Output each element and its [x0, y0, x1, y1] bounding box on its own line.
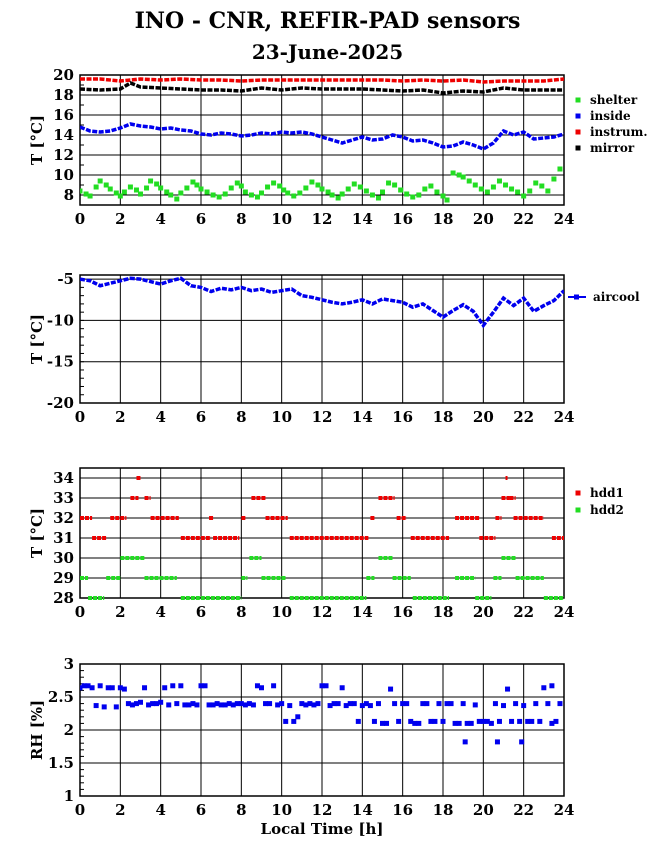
series-shelter-point	[503, 183, 508, 188]
series-shelter-point	[364, 189, 369, 194]
series-shelter-point	[148, 179, 153, 184]
series-rh-point	[501, 703, 506, 708]
chart-subtitle: 23-June-2025	[251, 40, 404, 64]
y-tick-label: 10	[53, 166, 74, 184]
series-shelter-point	[545, 189, 550, 194]
y-axis-label: RH [%]	[28, 699, 46, 761]
series-rh-point	[203, 683, 208, 688]
legend-label-instrum: instrum.	[590, 125, 648, 139]
series-shelter-point	[271, 181, 276, 186]
series-rh-point	[457, 721, 462, 726]
y-tick-label: -5	[57, 270, 74, 289]
series-rh-point	[449, 701, 454, 706]
x-tick-label: 14	[351, 408, 373, 426]
legend-marker-inside	[576, 114, 581, 119]
series-shelter-point	[88, 194, 93, 199]
series-shelter-point	[451, 171, 456, 176]
series-rh-point	[505, 687, 510, 692]
x-tick-label: 4	[155, 408, 166, 426]
series-rh-point	[521, 703, 526, 708]
series-shelter-point	[551, 177, 556, 182]
series-shelter-point	[521, 194, 526, 199]
series-shelter-point	[479, 187, 484, 192]
series-shelter-point	[249, 193, 254, 198]
series-shelter-point	[445, 198, 450, 203]
x-tick-label: 4	[155, 210, 166, 228]
series-rh-point	[324, 683, 329, 688]
x-tick-label: 10	[271, 603, 293, 621]
series-shelter-point	[491, 185, 496, 190]
x-tick-label: 24	[553, 603, 575, 621]
x-tick-label: 24	[553, 210, 575, 228]
plot-area	[78, 683, 563, 744]
x-axis-label: Local Time [h]	[260, 820, 384, 838]
x-tick-label: 8	[236, 210, 247, 228]
series-shelter-point	[178, 191, 183, 196]
y-tick-label: 29	[53, 569, 74, 587]
legend-marker-instrum	[576, 130, 581, 135]
series-rh-point	[463, 739, 468, 744]
series-rh-point	[541, 685, 546, 690]
y-tick-label: -20	[46, 394, 74, 412]
series-shelter-point	[461, 175, 466, 180]
series-rh-point	[114, 704, 119, 709]
x-tick-label: 6	[195, 408, 207, 426]
series-rh-point	[553, 719, 558, 724]
x-tick-label: 24	[553, 408, 575, 426]
x-tick-label: 8	[236, 408, 247, 426]
series-shelter-point	[410, 195, 415, 200]
series-rh-point	[340, 685, 345, 690]
series-rh-point	[178, 683, 183, 688]
series-shelter-point	[416, 193, 421, 198]
series-rh-point	[138, 700, 143, 705]
series-shelter-point	[168, 193, 173, 198]
series-shelter-point	[539, 184, 544, 189]
x-tick-label: 20	[472, 603, 494, 621]
x-tick-label: 12	[311, 408, 333, 426]
x-tick-label: 2	[115, 801, 126, 819]
series-shelter-point	[265, 185, 270, 190]
x-tick-label: 18	[432, 801, 454, 819]
series-rh-point	[469, 721, 474, 726]
x-tick-label: 16	[392, 801, 414, 819]
series-shelter-point	[205, 190, 210, 195]
x-tick-label: 18	[432, 408, 454, 426]
legend-label-shelter: shelter	[590, 93, 638, 107]
x-tick-label: 2	[115, 210, 126, 228]
x-tick-label: 0	[74, 210, 86, 228]
x-tick-label: 12	[311, 801, 333, 819]
series-shelter-point	[291, 194, 296, 199]
series-shelter-point	[352, 182, 357, 187]
series-shelter-point	[144, 186, 149, 191]
x-tick-label: 10	[271, 408, 293, 426]
y-tick-label: 1.5	[47, 754, 74, 772]
series-rh-point	[517, 719, 522, 724]
x-tick-label: 0	[74, 603, 86, 621]
y-tick-label: 31	[53, 529, 74, 547]
series-shelter-point	[340, 192, 345, 197]
series-shelter-point	[94, 185, 99, 190]
y-tick-label: -15	[46, 352, 74, 371]
series-rh-point	[533, 701, 538, 706]
y-tick-label: 33	[53, 489, 74, 507]
panel-4	[78, 664, 565, 796]
series-rh-point	[436, 701, 441, 706]
series-shelter-point	[358, 185, 363, 190]
series-rh-point	[368, 703, 373, 708]
y-tick-label: 2	[63, 721, 74, 739]
panel-2	[80, 275, 586, 403]
series-rh-point	[495, 739, 500, 744]
series-rh-point	[110, 685, 115, 690]
y-tick-label: 8	[63, 186, 74, 204]
series-rh-point	[287, 703, 292, 708]
series-rh-point	[102, 704, 107, 709]
legend-label-hdd1: hdd1	[590, 486, 624, 500]
series-shelter-point	[557, 167, 562, 172]
series-rh-point	[404, 701, 409, 706]
x-tick-label: 24	[553, 801, 575, 819]
series-rh-point	[267, 701, 272, 706]
series-rh-point	[509, 719, 514, 724]
series-rh-point	[166, 702, 171, 707]
series-shelter-point	[533, 181, 538, 186]
series-rh-point	[291, 719, 296, 724]
series-shelter-point	[346, 187, 351, 192]
series-rh-point	[489, 721, 494, 726]
chart-title: INO - CNR, REFIR-PAD sensors	[134, 8, 521, 34]
series-shelter-point	[422, 187, 427, 192]
series-shelter-point	[259, 191, 264, 196]
series-shelter-point	[297, 191, 302, 196]
series-shelter-point	[527, 189, 532, 194]
series-shelter-point	[330, 193, 335, 198]
series-rh-point	[170, 683, 175, 688]
series-shelter-point	[320, 187, 325, 192]
x-tick-label: 22	[513, 408, 535, 426]
x-tick-label: 14	[351, 801, 373, 819]
x-tick-label: 14	[351, 210, 373, 228]
panel-1	[78, 75, 581, 205]
x-tick-label: 10	[271, 210, 293, 228]
x-tick-label: 16	[392, 603, 414, 621]
series-shelter-point	[386, 181, 391, 186]
x-tick-label: 0	[74, 408, 86, 426]
series-shelter-point	[229, 186, 234, 191]
legend-label-hdd2: hdd2	[590, 503, 624, 517]
series-shelter-point	[467, 179, 472, 184]
series-shelter-point	[223, 192, 228, 197]
x-tick-label: 2	[115, 408, 126, 426]
legend-marker-mirror	[576, 146, 581, 151]
series-rh-point	[271, 683, 276, 688]
series-shelter-point	[217, 195, 222, 200]
y-tick-label: 20	[53, 66, 74, 84]
series-rh-point	[388, 687, 393, 692]
series-shelter-point	[138, 192, 143, 197]
x-tick-label: 16	[392, 210, 414, 228]
series-shelter-point	[515, 190, 520, 195]
plot-area	[78, 79, 565, 203]
x-tick-label: 12	[311, 603, 333, 621]
series-rh-point	[94, 703, 99, 708]
series-shelter-point	[370, 193, 375, 198]
series-shelter-point	[404, 192, 409, 197]
x-tick-label: 8	[236, 603, 247, 621]
series-shelter-point	[174, 197, 179, 202]
y-tick-label: 30	[53, 549, 74, 567]
series-rh-point	[497, 719, 502, 724]
legend-marker-aircool	[574, 295, 579, 300]
y-tick-label: -10	[46, 311, 74, 330]
y-tick-label: 2.5	[47, 688, 74, 706]
legend-marker-hdd1	[576, 491, 581, 496]
series-rh-point	[432, 719, 437, 724]
x-tick-label: 22	[513, 210, 535, 228]
series-shelter-point	[184, 186, 189, 191]
x-tick-label: 20	[472, 408, 494, 426]
series-shelter-point	[428, 184, 433, 189]
y-tick-label: 12	[53, 146, 74, 164]
x-tick-label: 4	[155, 801, 166, 819]
y-tick-label: 16	[53, 106, 74, 124]
legend-label-inside: inside	[590, 109, 631, 123]
x-tick-label: 8	[236, 801, 247, 819]
x-tick-label: 12	[311, 210, 333, 228]
series-shelter-point	[434, 190, 439, 195]
series-shelter-point	[497, 179, 502, 184]
series-shelter-point	[380, 190, 385, 195]
series-rh-point	[416, 721, 421, 726]
x-tick-label: 22	[513, 603, 535, 621]
series-shelter-point	[122, 190, 127, 195]
series-rh-point	[519, 739, 524, 744]
series-rh-point	[549, 683, 554, 688]
series-shelter-point	[158, 186, 163, 191]
legend-label-mirror: mirror	[590, 141, 635, 155]
series-rh-point	[424, 701, 429, 706]
series-shelter-point	[473, 183, 478, 188]
legend-marker-shelter	[576, 98, 581, 103]
series-shelter-point	[398, 188, 403, 193]
series-rh-point	[473, 702, 478, 707]
x-tick-label: 10	[271, 801, 293, 819]
y-axis-label: T [°C]	[28, 114, 46, 166]
y-tick-label: 1	[63, 787, 74, 805]
series-rh-point	[158, 700, 163, 705]
panel-3	[80, 468, 581, 598]
x-tick-label: 2	[115, 603, 126, 621]
x-tick-label: 16	[392, 408, 414, 426]
series-rh-point	[352, 701, 357, 706]
y-tick-label: 18	[53, 86, 74, 104]
series-shelter-point	[285, 191, 290, 196]
series-shelter-point	[376, 196, 381, 201]
series-shelter-point	[78, 189, 83, 194]
series-rh-point	[396, 719, 401, 724]
series-rh-point	[384, 721, 389, 726]
legend-marker-hdd2	[576, 508, 581, 513]
series-rh-point	[557, 701, 562, 706]
x-tick-label: 22	[513, 801, 535, 819]
y-tick-label: 32	[53, 509, 74, 527]
y-tick-label: 3	[63, 655, 74, 673]
series-shelter-point	[309, 180, 314, 185]
x-tick-label: 14	[351, 603, 373, 621]
x-tick-label: 18	[432, 210, 454, 228]
series-rh-point	[513, 701, 518, 706]
series-shelter-point	[239, 184, 244, 189]
series-rh-point	[122, 687, 127, 692]
series-shelter-point	[303, 186, 308, 191]
series-shelter-point	[199, 187, 204, 192]
series-shelter-point	[392, 183, 397, 188]
series-shelter-point	[108, 187, 113, 192]
series-rh-point	[251, 702, 256, 707]
x-tick-label: 18	[432, 603, 454, 621]
series-shelter-point	[211, 193, 216, 198]
series-shelter-point	[485, 190, 490, 195]
series-rh-point	[283, 719, 288, 724]
series-shelter-point	[509, 187, 514, 192]
series-shelter-point	[98, 179, 103, 184]
series-rh-point	[441, 719, 446, 724]
series-rh-point	[90, 685, 95, 690]
series-shelter-point	[128, 185, 133, 190]
legend-label-aircool: aircool	[593, 290, 640, 304]
series-rh-point	[336, 701, 341, 706]
x-tick-label: 4	[155, 603, 166, 621]
y-tick-label: 34	[53, 469, 74, 487]
series-rh-point	[537, 719, 542, 724]
series-rh-point	[295, 714, 300, 719]
series-rh-point	[315, 701, 320, 706]
series-rh-point	[142, 685, 147, 690]
series-rh-point	[545, 701, 550, 706]
series-rh-point	[356, 719, 361, 724]
series-rh-point	[493, 701, 498, 706]
y-tick-label: 14	[53, 126, 74, 144]
series-rh-point	[279, 701, 284, 706]
series-instrum-line	[80, 79, 564, 82]
x-tick-label: 6	[195, 210, 207, 228]
series-rh-point	[194, 702, 199, 707]
series-rh-point	[162, 685, 167, 690]
y-axis-label: T [°C]	[28, 507, 46, 559]
series-rh-point	[392, 701, 397, 706]
y-tick-label: 28	[53, 589, 74, 607]
series-rh-point	[529, 719, 534, 724]
series-rh-point	[174, 701, 179, 706]
series-rh-point	[461, 701, 466, 706]
x-tick-label: 6	[195, 801, 207, 819]
series-rh-point	[372, 719, 377, 724]
x-tick-label: 20	[472, 210, 494, 228]
series-rh-point	[259, 685, 264, 690]
series-shelter-point	[243, 190, 248, 195]
x-tick-label: 0	[74, 801, 86, 819]
series-rh-point	[98, 683, 103, 688]
series-rh-point	[376, 701, 381, 706]
y-axis-label: T [°C]	[28, 313, 46, 365]
x-tick-label: 6	[195, 603, 207, 621]
x-tick-label: 20	[472, 801, 494, 819]
